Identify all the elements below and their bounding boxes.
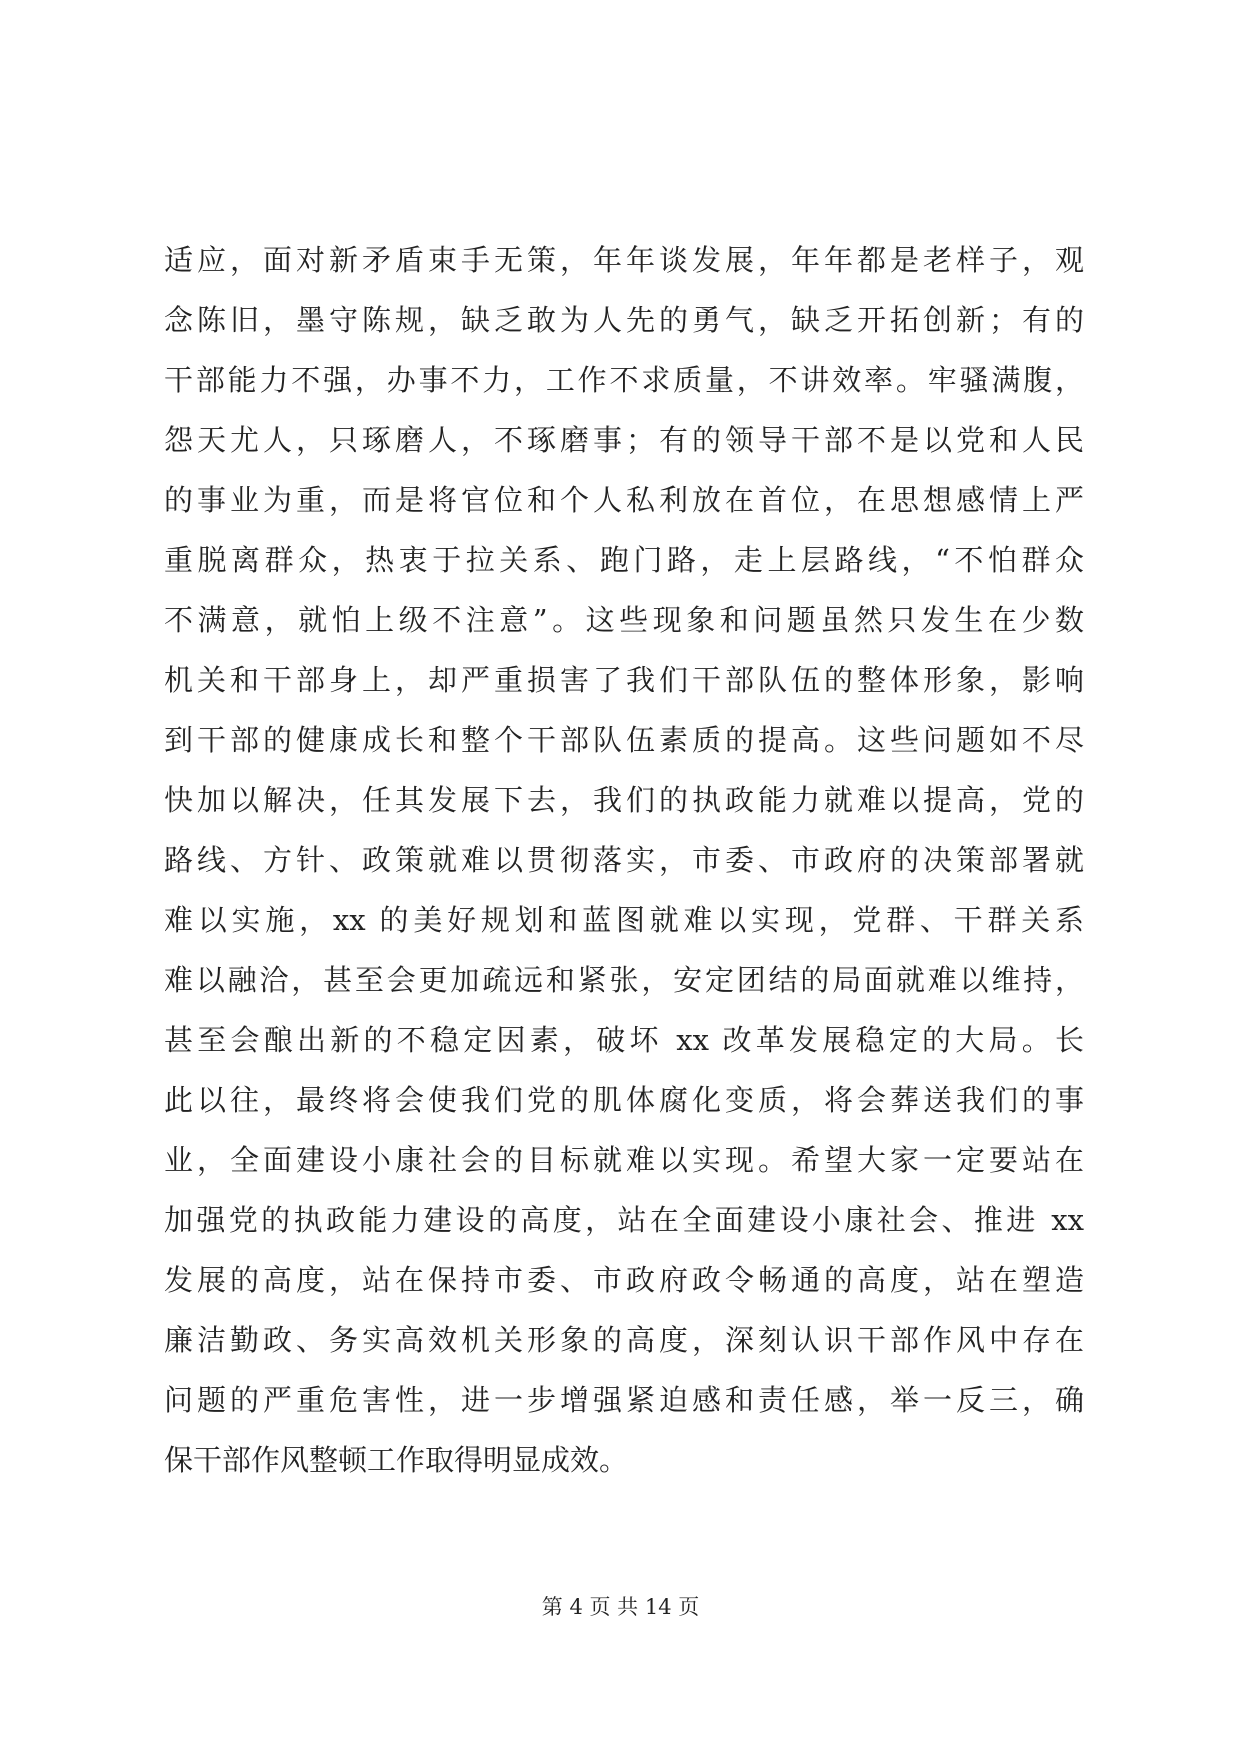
text-line: 加强党的执政能力建设的高度，站在全面建设小康社会、推进 xx bbox=[164, 1203, 1084, 1237]
text-line: 快加以解决，任其发展下去，我们的执政能力就难以提高，党的 bbox=[164, 783, 1084, 817]
text-line: 此以往，最终将会使我们党的肌体腐化变质，将会葬送我们的事 bbox=[164, 1083, 1084, 1117]
page-number-footer: 第 4 页 共 14 页 bbox=[541, 1595, 700, 1619]
text-line: 廉洁勤政、务实高效机关形象的高度，深刻认识干部作风中存在 bbox=[164, 1323, 1084, 1357]
text-line: 难以实施，xx 的美好规划和蓝图就难以实现，党群、干群关系 bbox=[164, 903, 1084, 937]
text-line: 干部能力不强，办事不力，工作不求质量，不讲效率。牢骚满腹， bbox=[164, 363, 1084, 397]
text-line: 适应，面对新矛盾束手无策，年年谈发展，年年都是老样子，观 bbox=[164, 243, 1084, 277]
text-line: 的事业为重，而是将官位和个人私利放在首位，在思想感情上严 bbox=[164, 483, 1084, 517]
body-paragraph bbox=[164, 230, 1084, 1490]
text-line: 保干部作风整顿工作取得明显成效。 bbox=[164, 1443, 629, 1477]
text-line: 发展的高度，站在保持市委、市政府政令畅通的高度，站在塑造 bbox=[164, 1263, 1084, 1297]
text-line: 念陈旧，墨守陈规，缺乏敢为人先的勇气，缺乏开拓创新；有的 bbox=[164, 303, 1084, 337]
text-line: 问题的严重危害性，进一步增强紧迫感和责任感，举一反三，确 bbox=[164, 1383, 1084, 1417]
text-line: 重脱离群众，热衷于拉关系、跑门路，走上层路线，“不怕群众 bbox=[164, 543, 1084, 577]
text-line: 业，全面建设小康社会的目标就难以实现。希望大家一定要站在 bbox=[164, 1143, 1084, 1177]
text-line: 难以融洽，甚至会更加疏远和紧张，安定团结的局面就难以维持， bbox=[164, 963, 1084, 997]
text-line: 机关和干部身上，却严重损害了我们干部队伍的整体形象，影响 bbox=[164, 663, 1084, 697]
text-line: 甚至会酿出新的不稳定因素，破坏 xx 改革发展稳定的大局。长 bbox=[164, 1023, 1084, 1057]
text-line: 怨天尤人，只琢磨人，不琢磨事；有的领导干部不是以党和人民 bbox=[164, 423, 1084, 457]
text-line: 到干部的健康成长和整个干部队伍素质的提高。这些问题如不尽 bbox=[164, 723, 1084, 757]
text-line: 路线、方针、政策就难以贯彻落实，市委、市政府的决策部署就 bbox=[164, 843, 1084, 877]
text-line: 不满意，就怕上级不注意”。这些现象和问题虽然只发生在少数 bbox=[164, 603, 1084, 637]
